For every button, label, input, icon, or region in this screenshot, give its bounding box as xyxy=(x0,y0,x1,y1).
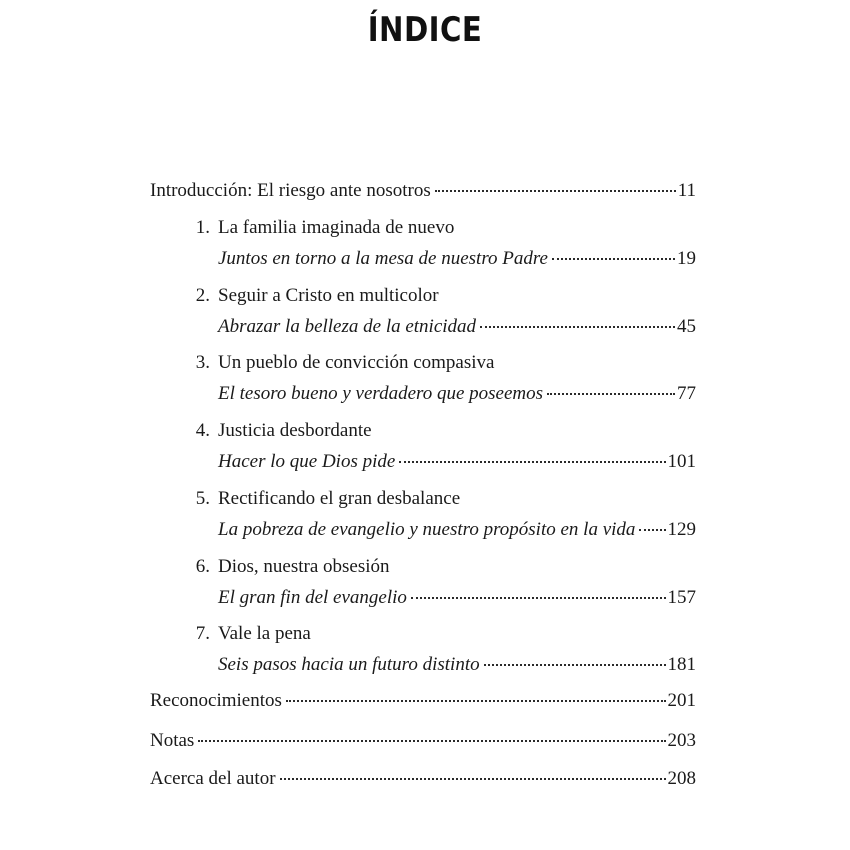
chapter-number: 4. xyxy=(195,420,210,441)
toc-line xyxy=(150,729,696,753)
toc-line xyxy=(150,767,696,791)
chapter-heading xyxy=(188,284,696,308)
page-number: 19 xyxy=(677,248,696,269)
chapter-subtitle-line xyxy=(218,586,696,610)
chapter-subtitle-line xyxy=(218,518,696,542)
dot-leader xyxy=(399,461,665,463)
page-number: 45 xyxy=(677,316,696,337)
chapter-subtitle: El tesoro bueno y verdadero que poseemos xyxy=(218,383,544,404)
page-title: ÍNDICE xyxy=(367,10,483,50)
chapter-heading xyxy=(188,216,696,240)
page-number: 157 xyxy=(667,587,696,608)
chapter-subtitle-line xyxy=(218,247,696,271)
toc-entry-intro[interactable] xyxy=(150,179,696,209)
page-number: 77 xyxy=(677,383,696,404)
chapter-heading xyxy=(188,555,696,579)
dot-leader xyxy=(411,597,666,599)
chapter-title: Justicia desbordante xyxy=(218,420,372,441)
toc-entry-chapter-4[interactable] xyxy=(188,419,696,479)
toc-line xyxy=(150,689,696,713)
chapter-heading xyxy=(188,487,696,511)
chapter-number: 3. xyxy=(195,352,210,373)
chapter-title: Rectificando el gran desbalance xyxy=(218,488,461,509)
chapter-subtitle: Hacer lo que Dios pide xyxy=(218,451,396,472)
dot-leader xyxy=(280,778,666,780)
toc-entry-chapter-3[interactable] xyxy=(188,351,696,411)
dot-leader xyxy=(547,393,675,395)
page-number: 11 xyxy=(677,180,696,201)
chapter-number: 6. xyxy=(195,556,210,577)
chapter-subtitle: Seis pasos hacia un futuro distinto xyxy=(218,654,480,675)
chapter-subtitle: Juntos en torno a la mesa de nuestro Padre xyxy=(218,248,548,269)
chapter-title: Seguir a Cristo en multicolor xyxy=(218,285,439,306)
chapter-heading xyxy=(188,622,696,646)
chapter-subtitle-line xyxy=(218,315,696,339)
chapter-number: 7. xyxy=(195,623,210,644)
chapter-title: Un pueblo de convicción compasiva xyxy=(218,352,495,373)
toc-entry-chapter-7[interactable] xyxy=(188,622,696,682)
toc-line xyxy=(150,179,696,203)
page-number: 181 xyxy=(667,654,696,675)
dot-leader xyxy=(480,326,675,328)
dot-leader xyxy=(552,258,675,260)
chapter-number: 2. xyxy=(195,285,210,306)
toc-entry-title: Introducción: El riesgo ante nosotros xyxy=(150,180,431,201)
dot-leader xyxy=(286,700,666,702)
chapter-subtitle: La pobreza de evangelio y nuestro propósito en la vida xyxy=(218,519,636,540)
chapter-title: Vale la pena xyxy=(218,623,311,644)
dot-leader xyxy=(435,190,676,192)
dot-leader xyxy=(198,740,665,742)
chapter-subtitle: Abrazar la belleza de la etnicidad xyxy=(218,316,477,337)
toc-entry-acknowledgments[interactable] xyxy=(150,689,696,719)
toc-entry-notes[interactable] xyxy=(150,729,696,759)
toc-entry-title: Acerca del autor xyxy=(150,768,276,789)
chapter-title: La familia imaginada de nuevo xyxy=(218,217,455,238)
chapter-subtitle-line xyxy=(218,450,696,474)
chapter-title: Dios, nuestra obsesión xyxy=(218,556,390,577)
chapter-number: 1. xyxy=(195,217,210,238)
page-number: 208 xyxy=(667,768,696,789)
chapter-heading xyxy=(188,351,696,375)
toc-entry-title: Reconocimientos xyxy=(150,690,282,711)
chapter-subtitle-line xyxy=(218,382,696,406)
toc-entry-chapter-6[interactable] xyxy=(188,555,696,615)
chapter-heading xyxy=(188,419,696,443)
dot-leader xyxy=(484,664,666,666)
chapter-subtitle: El gran fin del evangelio xyxy=(218,587,407,608)
toc-entry-chapter-2[interactable] xyxy=(188,284,696,344)
page-number: 129 xyxy=(667,519,696,540)
toc-entry-title: Notas xyxy=(150,730,195,751)
chapter-subtitle-line xyxy=(218,653,696,677)
chapter-number: 5. xyxy=(195,488,210,509)
page-number: 101 xyxy=(667,451,696,472)
toc-entry-chapter-5[interactable] xyxy=(188,487,696,547)
page-number: 201 xyxy=(667,690,696,711)
dot-leader xyxy=(639,529,665,531)
page-number: 203 xyxy=(667,730,696,751)
toc-entry-about-author[interactable] xyxy=(150,767,696,797)
toc-entry-chapter-1[interactable] xyxy=(188,216,696,276)
